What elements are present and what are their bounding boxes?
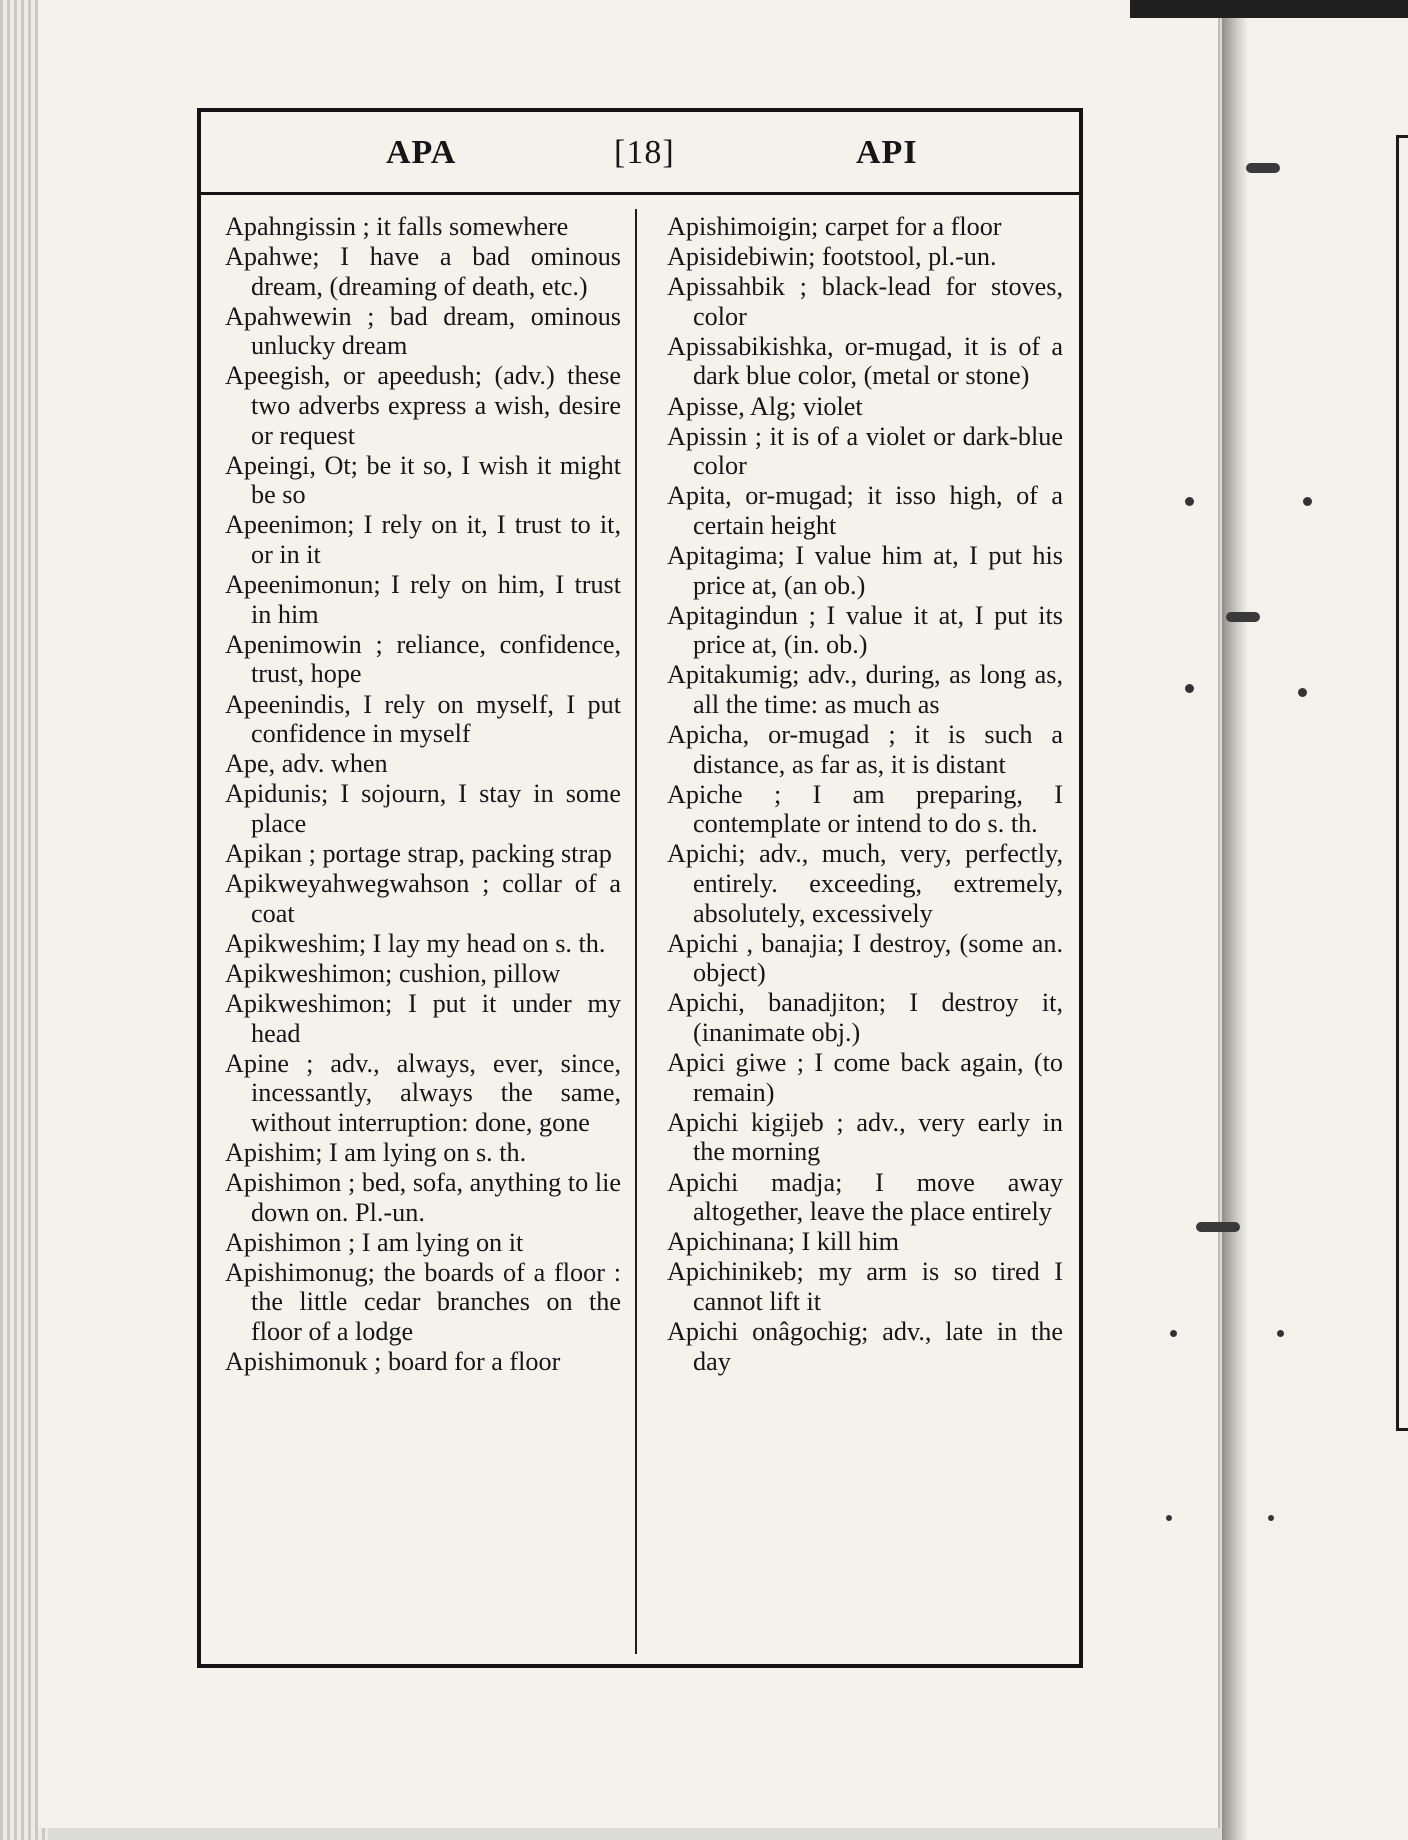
- binding-hole: [1268, 1515, 1274, 1521]
- binding-stitch: [1246, 163, 1280, 173]
- right-page: [1222, 18, 1408, 1840]
- dictionary-entry: Apitagindun ; I value it at, I put its price at, (in. ob.): [667, 600, 1063, 660]
- dictionary-entry: Apeenindis, I rely on myself, I put confidence in myself: [225, 689, 621, 749]
- page-number: [18]: [614, 134, 675, 171]
- dictionary-entry: Apishimon ; bed, sofa, anything to lie down on. Pl.-un.: [225, 1168, 621, 1227]
- dictionary-entry: Apikweshim; I lay my head on s. th.: [225, 928, 606, 958]
- binding-hole: [1277, 1330, 1284, 1337]
- dictionary-entry: Apissabikishka, or-mugad, it is of a dark blue color, (metal or stone): [667, 331, 1063, 391]
- dictionary-entry: Apichi madja; I move away altogether, leave the place entirely: [667, 1167, 1063, 1227]
- dictionary-entry: Apahwewin ; bad dream, ominous unlucky dream: [225, 301, 621, 361]
- dictionary-entry: Apikweshimon; cushion, pillow: [225, 958, 561, 988]
- binding-stitch: [1196, 1222, 1240, 1232]
- dictionary-entry: Apishimon ; I am lying on it: [225, 1227, 524, 1257]
- dictionary-entry: Apichinikeb; my arm is so tired I cannot lift it: [667, 1257, 1063, 1316]
- dictionary-entry: Apicha, or-mugad ; it is such a distance, as far as, it is distant: [667, 720, 1063, 779]
- binding-stitch: [1226, 612, 1260, 622]
- dictionary-entry: Apeingi, Ot; be it so, I wish it might be so: [225, 450, 621, 510]
- right-column: [667, 212, 1063, 1377]
- dictionary-entry: Apichi kigijeb ; adv., very early in the morning: [667, 1107, 1063, 1167]
- dictionary-entry: Apeenimon; I rely on it, I trust to it, or in it: [225, 510, 621, 570]
- left-column: [225, 212, 621, 1377]
- dictionary-entry: Apikan ; portage strap, packing strap: [225, 838, 612, 868]
- dictionary-entry: Apissin ; it is of a violet or dark-blue color: [667, 421, 1063, 481]
- right-page-frame: [1396, 135, 1408, 1431]
- header-guide-word-right: API: [856, 134, 918, 171]
- binding-hole: [1170, 1330, 1177, 1337]
- dictionary-entry: Apiche ; I am preparing, I contemplate or intend to do s. th.: [667, 779, 1063, 839]
- dictionary-entry: Apishimoigin; carpet for a floor: [667, 212, 1002, 241]
- binding-hole: [1185, 684, 1194, 693]
- page-header: [201, 112, 1079, 195]
- dictionary-entry: Apisidebiwin; footstool, pl.-un.: [667, 242, 997, 272]
- dictionary-entry: Apenimowin ; reliance, confidence, trust, hope: [225, 629, 621, 689]
- column-divider: [635, 209, 637, 1654]
- dictionary-entry: Apeegish, or apeedush; (adv.) these two adverbs express a wish, desire or request: [225, 361, 621, 450]
- dictionary-entry: Apitagima; I value him at, I put his price at, (an ob.): [667, 541, 1063, 600]
- dictionary-page-frame: [197, 108, 1083, 1668]
- binding-hole: [1303, 497, 1312, 506]
- dictionary-entry: Apichi , banajia; I destroy, (some an. object): [667, 928, 1063, 988]
- binding-hole: [1185, 497, 1194, 506]
- dictionary-entry: Apici giwe ; I come back again, (to remain): [667, 1048, 1063, 1107]
- dictionary-entry: Apishimonuk ; board for a floor: [225, 1347, 561, 1377]
- scan-edge: [1130, 0, 1408, 18]
- dictionary-entry: Apichi, banadjiton; I destroy it, (inanimate obj.): [667, 988, 1063, 1048]
- dictionary-entry: Apidunis; I sojourn, I stay in some place: [225, 779, 621, 838]
- dictionary-entry: Apikweshimon; I put it under my head: [225, 988, 621, 1048]
- dictionary-entry: Apishimonug; the boards of a floor : the little cedar branches on the floor of a lodge: [225, 1257, 621, 1346]
- dictionary-entry: Apisse, Alg; violet: [667, 391, 863, 421]
- dictionary-entry: Apahngissin ; it falls somewhere: [225, 212, 569, 241]
- dictionary-entry: Apishim; I am lying on s. th.: [225, 1137, 527, 1167]
- dictionary-entry: Apichi; adv., much, very, perfectly, entirely. exceeding, extremely, absolutely, excessively: [667, 839, 1063, 928]
- dictionary-entry: Apeenimonun; I rely on him, I trust in him: [225, 570, 621, 629]
- book-binding: [1222, 18, 1248, 1840]
- dictionary-entry: Apichinana; I kill him: [667, 1227, 900, 1257]
- dictionary-entry: Apahwe; I have a bad ominous dream, (dreaming of death, etc.): [225, 242, 621, 301]
- dictionary-entry: Apine ; adv., always, ever, since, incessantly, always the same, without interruption: done, gone: [225, 1048, 621, 1137]
- dictionary-entry: Apissahbik ; black-lead for stoves, color: [667, 272, 1063, 331]
- binding-hole: [1298, 688, 1307, 697]
- dictionary-entry: Apita, or-mugad; it isso high, of a certain height: [667, 481, 1063, 540]
- dictionary-entry: Apichi onâgochig; adv., late in the day: [667, 1316, 1063, 1376]
- dictionary-entry: Apikweyahwegwahson ; collar of a coat: [225, 869, 621, 928]
- header-guide-word-left: APA: [386, 134, 457, 171]
- binding-hole: [1166, 1515, 1172, 1521]
- dictionary-entry: Ape, adv. when: [225, 749, 388, 779]
- dictionary-entry: Apitakumig; adv., during, as long as, all the time: as much as: [667, 660, 1063, 719]
